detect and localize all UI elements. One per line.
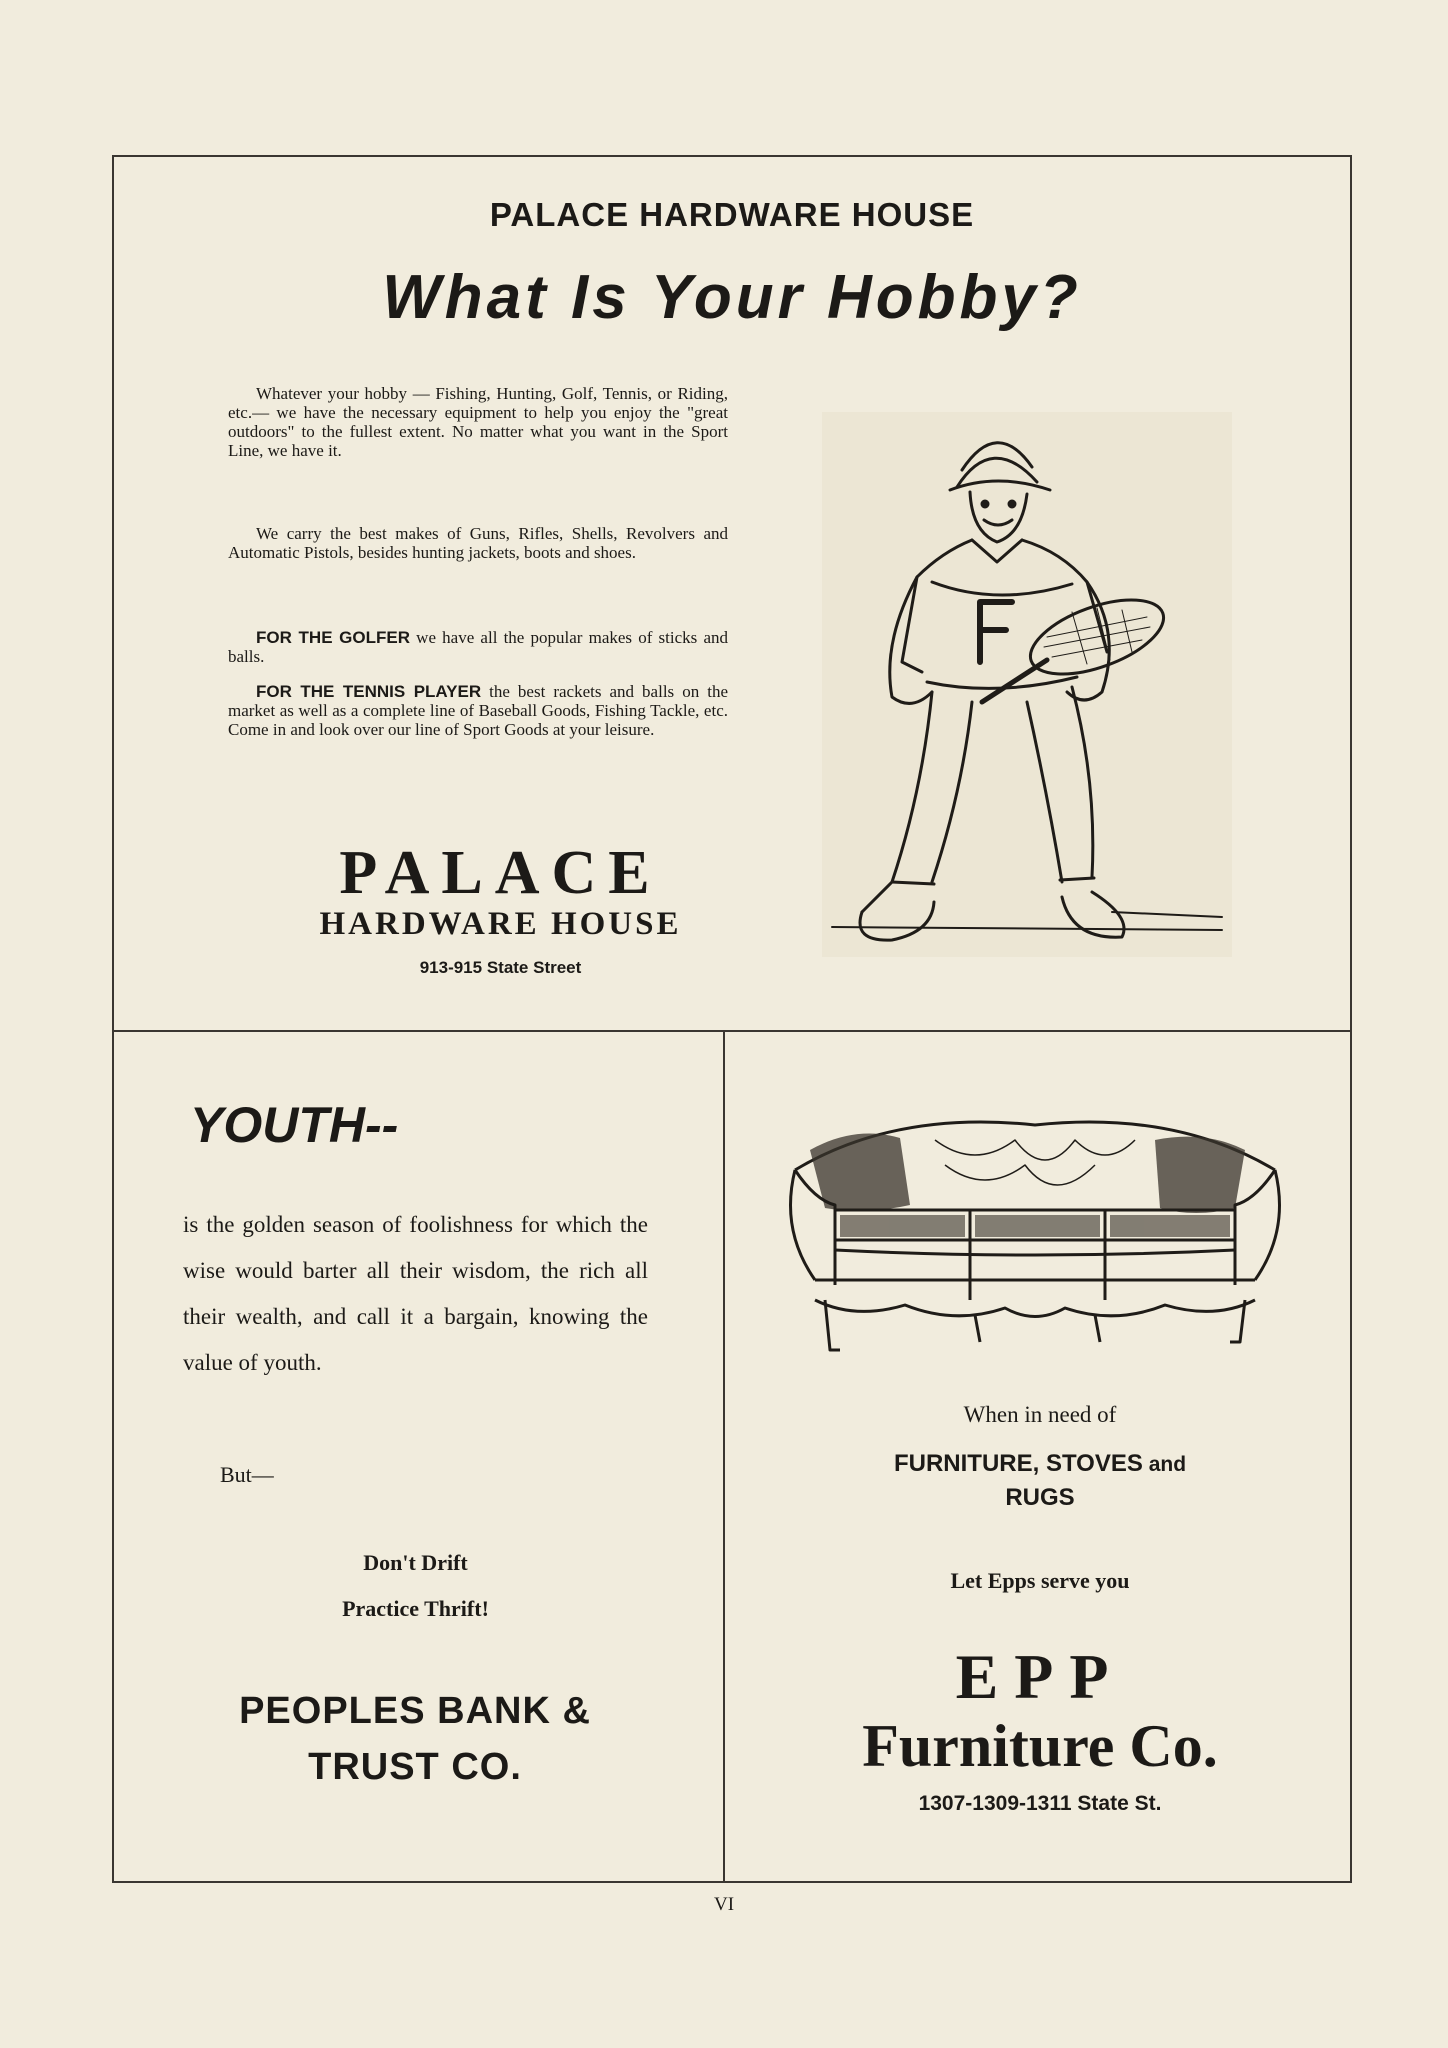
palace-name-sub: HARDWARE HOUSE bbox=[319, 906, 682, 942]
golfer-lead: FOR THE GOLFER bbox=[256, 628, 410, 647]
epp-items-line-1 bbox=[760, 1450, 1320, 1478]
page-number: VI bbox=[713, 1894, 735, 1915]
but-text: But— bbox=[220, 1462, 274, 1487]
tennis-text: the best rackets and balls on the market as well as a complete line of Baseball Goods, Fishing Tackle, etc. Come in and look over our line of Sport Goods at your leisure. bbox=[228, 682, 728, 739]
bank-name-line-2: TRUST CO. bbox=[308, 1746, 522, 1788]
epp-serve-text: Let Epps serve you bbox=[950, 1568, 1130, 1593]
palace-title: What Is Your Hobby? bbox=[382, 263, 1082, 332]
epp-need-text: When in need of bbox=[963, 1402, 1117, 1427]
youth-body: is the golden season of foolishness for which the wise would barter all their wisdom, the rich all their wealth, and call it a bargain, knowing the value of youth. bbox=[183, 1212, 648, 1375]
slogan-line-2: Practice Thrift! bbox=[342, 1596, 489, 1621]
palace-tennis-paragraph bbox=[228, 682, 728, 739]
horizontal-divider bbox=[112, 1030, 1352, 1032]
palace-golfer-paragraph bbox=[228, 628, 728, 666]
palace-paragraph-2: We carry the best makes of Guns, Rifles, Shells, Revolvers and Automatic Pistols, besides hunting jackets, boots and shoes. bbox=[228, 524, 728, 562]
palace-address: 913-915 State Street bbox=[419, 958, 582, 977]
epp-items-bold: FURNITURE, STOVES bbox=[893, 1450, 1143, 1477]
palace-header: PALACE HARDWARE HOUSE bbox=[489, 196, 975, 233]
palace-paragraph-1: Whatever your hobby — Fishing, Hunting, Golf, Tennis, or Riding, etc.— we have the necessary equipment to help you enjoy the "great outdoors" to the fullest extent. No matter what you want in the Sport Line, we have it. bbox=[228, 384, 728, 460]
slogan-line-1: Don't Drift bbox=[363, 1550, 468, 1575]
palace-name-big: PALACE bbox=[339, 839, 662, 907]
epp-name-sub: Furniture Co. bbox=[862, 1713, 1218, 1779]
tennis-lead: FOR THE TENNIS PLAYER bbox=[256, 682, 482, 701]
vertical-divider bbox=[723, 1032, 725, 1882]
epp-items-and: and bbox=[1142, 1453, 1187, 1476]
youth-title: YOUTH-- bbox=[190, 1097, 399, 1153]
bank-name-line-1: PEOPLES BANK & bbox=[239, 1690, 591, 1732]
sofa-illustration bbox=[775, 1110, 1295, 1365]
epp-address: 1307-1309-1311 State St. bbox=[918, 1792, 1162, 1815]
epp-items-line-2: RUGS bbox=[1005, 1484, 1075, 1511]
golfer-text: we have all the popular makes of sticks and balls. bbox=[228, 628, 728, 666]
tennis-player-illustration bbox=[822, 412, 1232, 957]
epp-name-big: EPP bbox=[955, 1641, 1125, 1712]
